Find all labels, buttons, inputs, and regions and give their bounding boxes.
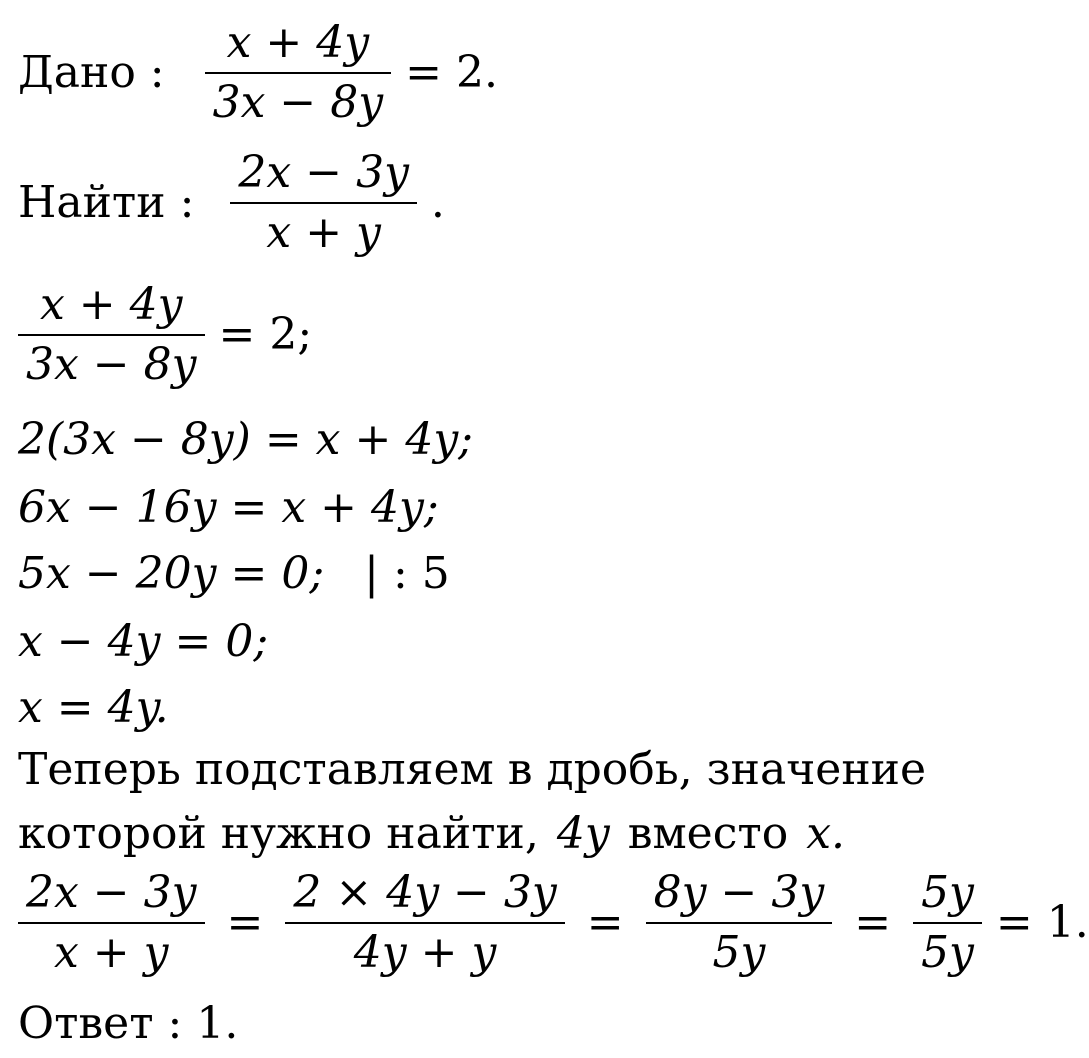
solution-eq4: 5x − 20y = 0; bbox=[18, 548, 325, 599]
find-numerator: 2x − 3y bbox=[238, 147, 409, 198]
f2-numerator: 2 × 4y − 3y bbox=[293, 867, 557, 918]
given-rhs: = 2. bbox=[405, 47, 498, 99]
solution-eq3: 6x − 16y = x + 4y; bbox=[18, 482, 439, 533]
f4-denominator: 5y bbox=[921, 927, 974, 979]
equals-c: = bbox=[854, 897, 892, 949]
f3-numerator: 8y − 3y bbox=[653, 867, 825, 918]
f2-denominator: 4y + y bbox=[353, 927, 497, 979]
text-line-2 bbox=[18, 808, 846, 859]
text-line-2-mid: вместо bbox=[627, 808, 789, 859]
solution-eq6: x = 4y. bbox=[18, 682, 169, 733]
text-line-1: Теперь подставляем в дробь, значение bbox=[18, 744, 927, 795]
eq1-fraction bbox=[18, 279, 205, 391]
solution-eq1 bbox=[18, 279, 313, 391]
final-fraction-2 bbox=[285, 867, 564, 979]
solution-eq4-note: | : 5 bbox=[364, 548, 450, 599]
f1-numerator: 2x − 3y bbox=[26, 867, 197, 918]
equals-b: = bbox=[586, 897, 624, 949]
f1-denominator: x + y bbox=[53, 927, 169, 979]
fraction-bar bbox=[18, 334, 205, 336]
given-fraction bbox=[205, 17, 392, 129]
answer-line: Ответ : 1. bbox=[18, 998, 239, 1049]
fraction-bar bbox=[646, 922, 833, 924]
text-line-2-expr2: x. bbox=[806, 808, 846, 859]
given-label: Дано : bbox=[18, 47, 165, 99]
equals-a: = bbox=[226, 897, 264, 949]
solution-eq4-row bbox=[18, 548, 450, 599]
find-label: Найти : bbox=[18, 177, 195, 229]
text-line-2-expr1: 4y bbox=[556, 808, 610, 859]
find-tail: . bbox=[430, 177, 445, 229]
fraction-bar bbox=[285, 922, 564, 924]
given-line bbox=[18, 17, 498, 129]
given-denominator: 3x − 8y bbox=[212, 77, 384, 129]
fraction-bar bbox=[913, 922, 982, 924]
find-denominator: x + y bbox=[266, 207, 381, 259]
fraction-bar bbox=[18, 922, 205, 924]
final-result: = 1. bbox=[995, 897, 1089, 949]
find-fraction bbox=[230, 147, 417, 259]
solution-eq5: x − 4y = 0; bbox=[18, 616, 269, 667]
solution-eq2: 2(3x − 8y) = x + 4y; bbox=[18, 414, 473, 465]
final-fraction-3 bbox=[646, 867, 833, 979]
text-line-2-words: которой нужно найти, bbox=[18, 808, 539, 859]
fraction-bar bbox=[230, 202, 417, 204]
given-numerator: x + 4y bbox=[226, 17, 370, 68]
final-fraction-1 bbox=[18, 867, 205, 979]
eq1-rhs: = 2; bbox=[218, 309, 313, 361]
f3-denominator: 5y bbox=[712, 927, 766, 979]
final-chain bbox=[18, 867, 1089, 979]
fraction-bar bbox=[205, 72, 392, 74]
eq1-denominator: 3x − 8y bbox=[26, 339, 197, 391]
final-fraction-4 bbox=[913, 867, 982, 979]
f4-numerator: 5y bbox=[921, 867, 974, 918]
eq1-numerator: x + 4y bbox=[39, 279, 183, 330]
find-line bbox=[18, 147, 445, 259]
